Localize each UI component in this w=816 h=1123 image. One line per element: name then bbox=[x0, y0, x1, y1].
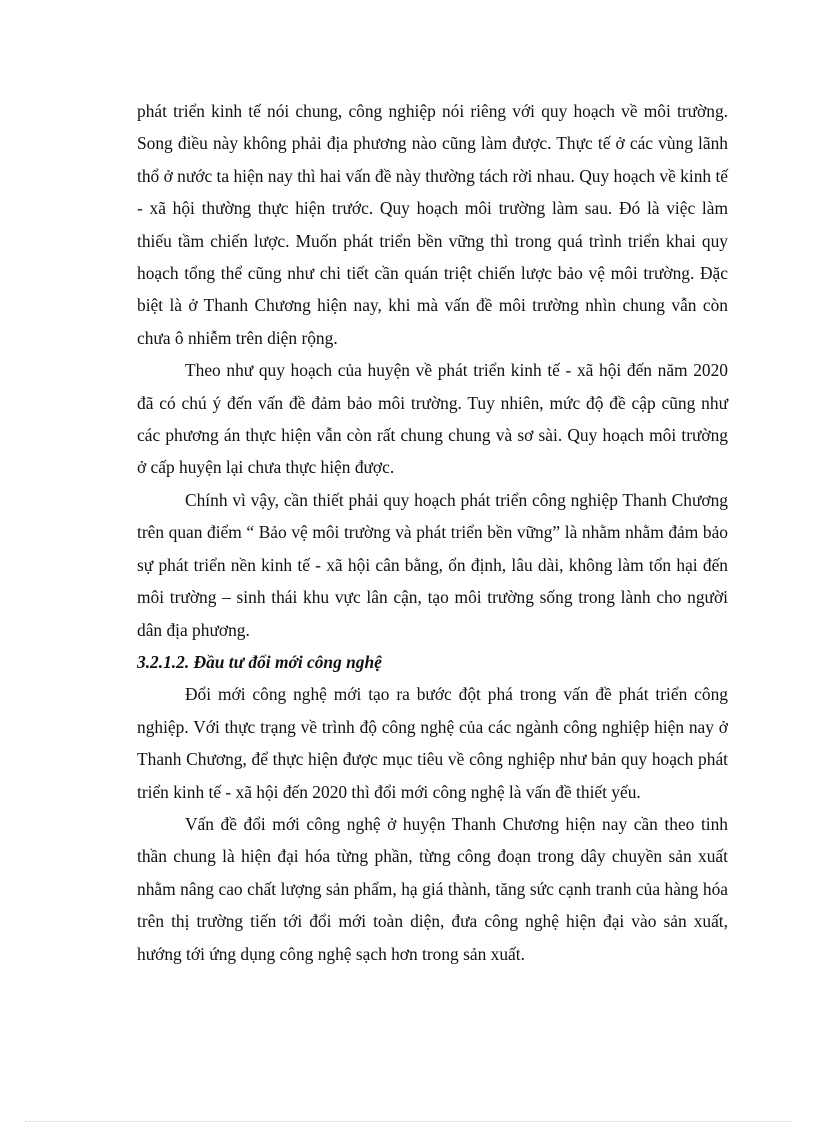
paragraph-technology-innovation: Đổi mới công nghệ mới tạo ra bước đột phá trong vấn đề phát triển công nghiệp. Với thực trạng về trình độ công nghệ của các ngành công nghiệp hiện nay ở Thanh Chương, để thực hiện được mục tiêu về công nghiệp như bản quy hoạch phát triển kinh tế - xã hội đến 2020 thì đổi mới công nghệ là vấn đề thiết yếu. bbox=[137, 684, 728, 802]
paragraph-continuation: phát triển kinh tế nói chung, công nghiệp nói riêng với quy hoạch về môi trường. Song điều này không phải địa phương nào cũng làm được. Thực tế ở các vùng lãnh thổ ở nước ta hiện nay thì hai vấn đề này thường tách rời nhau. Quy hoạch về kinh tế - xã hội thường thực hiện trước. Quy hoạch môi trường làm sau. Đó là việc làm thiếu tầm chiến lược. Muốn phát triển bền vững thì trong quá trình triển khai quy hoạch tổng thể cũng như chi tiết cần quán triệt chiến lược bảo vệ môi trường. Đặc biệt là ở Thanh Chương hiện nay, khi mà vấn đề môi trường nhìn chung vẫn còn chưa ô nhiễm trên diện rộng. bbox=[137, 101, 728, 348]
document-page bbox=[137, 95, 728, 970]
paragraph-planning-status: Theo như quy hoạch của huyện về phát triển kinh tế - xã hội đến năm 2020 đã có chú ý đến vấn đề đảm bảo môi trường. Tuy nhiên, mức độ đề cập cũng như các phương án thực hiện vẫn còn rất chung chung và sơ sài. Quy hoạch môi trường ở cấp huyện lại chưa thực hiện được. bbox=[137, 360, 728, 478]
page-bottom-rule bbox=[25, 1121, 791, 1122]
paragraph-modernization: Vấn đề đổi mới công nghệ ở huyện Thanh Chương hiện nay cần theo tinh thần chung là hiện đại hóa từng phần, từng công đoạn trong dây chuyền sản xuất nhằm nâng cao chất lượng sản phẩm, hạ giá thành, tăng sức cạnh tranh của hàng hóa trên thị trường tiến tới đổi mới toàn diện, đưa công nghệ hiện đại vào sản xuất, hướng tới ứng dụng công nghệ sạch hơn trong sản xuất. bbox=[137, 813, 728, 964]
section-heading: 3.2.1.2. Đầu tư đổi mới công nghệ bbox=[137, 651, 382, 672]
paragraph-sustainable-development: Chính vì vậy, cần thiết phải quy hoạch phát triển công nghiệp Thanh Chương trên quan điểm “ Bảo vệ môi trường và phát triển bền vững” là nhằm nhằm đảm bảo sự phát triển nền kinh tế - xã hội cân bằng, ổn định, lâu dài, không làm tổn hại đến môi trường – sinh thái khu vực lân cận, tạo môi trường sống trong lành cho người dân địa phương. bbox=[137, 489, 728, 640]
